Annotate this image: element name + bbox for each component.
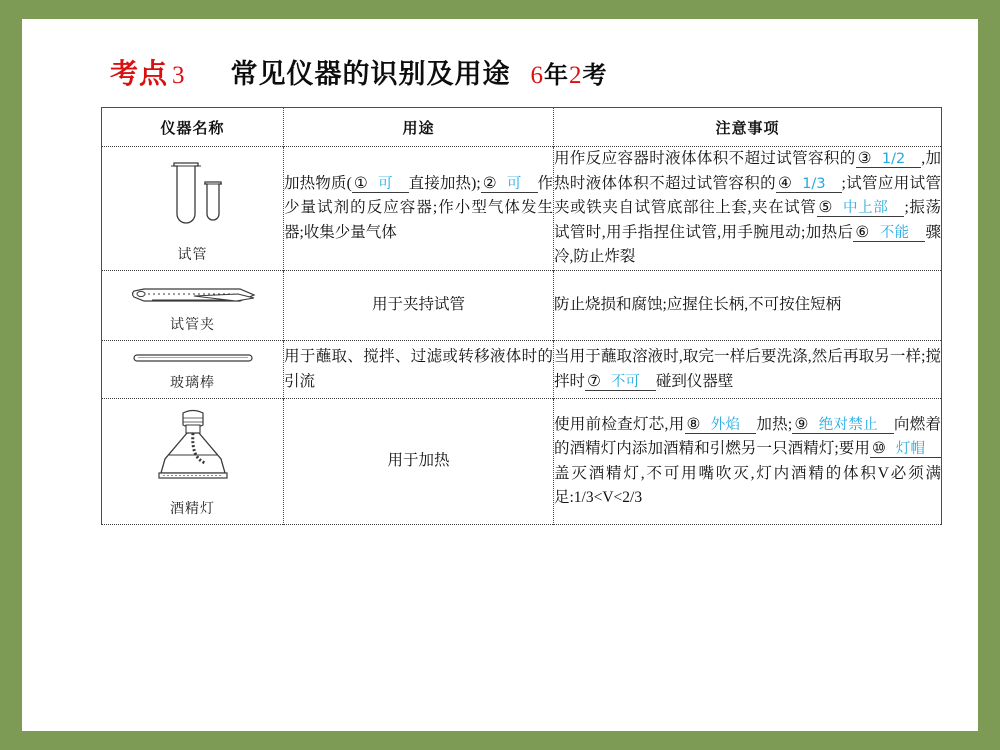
notes-text: 防止烧损和腐蚀;应握住长柄,不可按住短柄: [554, 296, 842, 314]
instrument-cell: [102, 399, 284, 525]
blank-number: ⑨: [794, 415, 809, 433]
instrument-cell: [102, 341, 284, 399]
blank-number: ⑥: [855, 223, 870, 241]
blank-10: [870, 440, 941, 458]
page-title: [110, 52, 608, 92]
usage-text: 用于加热: [387, 452, 450, 470]
usage-text: 用于夹持试管: [371, 296, 465, 314]
blank-number: ⑤: [818, 199, 834, 217]
table-row: [102, 147, 942, 271]
blank-answer: 不能: [879, 224, 910, 241]
table-header-row: [102, 108, 942, 147]
notes-cell: [554, 147, 942, 271]
blank-7: [585, 373, 656, 391]
blank-9: [792, 416, 894, 434]
frequency-count-label: 考: [582, 61, 608, 89]
blank-number: ⑩: [871, 440, 886, 458]
instrument-name: 试管: [177, 247, 208, 263]
usage-cell: [284, 147, 554, 271]
table-row: [102, 341, 942, 399]
blank-6: [853, 224, 925, 242]
blank-answer: 1/2: [881, 151, 906, 168]
notes-text: 使用前检查灯芯,用 ⑧ 外焰 加热; ⑨ 绝对禁止 向燃着的酒精灯内添加酒精和引燃另一只酒精灯;要用 ⑩ 灯帽盖灭酒精灯,不可用嘴吹灭,灯内酒精的体积V必须满足:1/3<V<2/3: [554, 415, 941, 506]
blank-number: ①: [353, 174, 368, 192]
instrument-cell: [102, 147, 284, 271]
table-row: [102, 271, 942, 341]
page-canvas: [22, 19, 978, 731]
test-tube-clamp-icon: [128, 279, 258, 309]
blank-1: [352, 175, 409, 193]
instrument-table-wrapper: [101, 107, 941, 525]
blank-answer: 外焰: [710, 416, 741, 433]
blank-answer: 可: [377, 175, 393, 192]
notes-cell: [554, 399, 942, 525]
blank-answer: 中上部: [843, 200, 889, 217]
usage-text: 用于蘸取、搅拌、过滤或转移液体时的引流: [284, 348, 553, 390]
notes-cell: [554, 271, 942, 341]
usage-cell: [284, 341, 554, 399]
page-title-number: 3: [172, 62, 185, 89]
frequency-years-number: 6: [530, 62, 545, 89]
frequency-years-label: 年: [544, 61, 570, 89]
instrument-figure: [102, 399, 283, 524]
blank-2: [481, 175, 538, 193]
blank-answer: 绝对禁止: [818, 416, 878, 433]
usage-cell: [284, 399, 554, 525]
usage-text: 加热物质( ① 可 直接加热); ② 可 作少量试剂的反应容器;作小型气体发生器;收集少量气体: [284, 174, 554, 241]
instrument-name: 玻璃棒: [170, 375, 215, 391]
usage-cell: [284, 271, 554, 341]
test-tube-icon: [150, 155, 236, 239]
frequency-count-number: 2: [569, 62, 583, 89]
blank-answer: 灯帽: [895, 441, 925, 458]
exam-frequency-badge: [531, 55, 608, 90]
alcohol-lamp-icon: [145, 407, 241, 493]
blank-8: [685, 416, 757, 434]
blank-answer: 1/3: [802, 175, 826, 192]
instrument-figure: [102, 271, 283, 340]
instrument-name: 试管夹: [170, 317, 215, 333]
blank-answer: 可: [506, 175, 522, 192]
instrument-figure: [102, 147, 283, 270]
blank-number: ④: [777, 174, 793, 192]
col-header-usage: 用途: [284, 108, 554, 147]
blank-5: [817, 199, 905, 217]
blank-answer: 不可: [610, 373, 640, 390]
instrument-figure: [102, 341, 283, 398]
glass-rod-icon: [128, 349, 258, 367]
table-row: [102, 399, 942, 525]
blank-number: ③: [857, 150, 872, 168]
notes-text: 当用于蘸取溶液时,取完一样后要洗涤,然后再取另一样;搅拌时 ⑦ 不可 碰到仪器壁: [554, 348, 941, 390]
page-title-heading: 常见仪器的识别及用途: [230, 59, 511, 90]
notes-cell: [554, 341, 942, 399]
col-header-notes: 注意事项: [554, 108, 942, 147]
blank-3: [856, 150, 922, 168]
notes-text: 用作反应容器时液体体积不超过试管容积的 ③ 1/2 ,加热时液体体积不超过试管容积的 ④ 1/3 ;试管应用试管夹或铁夹自试管底部往上套,夹在试管 ⑤ 中上部 ;振荡试管时,用手指捏住试管,用手腕甩动;加热后 ⑥ 不能 骤冷,防止炸裂: [554, 150, 941, 266]
blank-number: ⑦: [587, 372, 601, 390]
blank-4: [776, 175, 842, 193]
instrument-cell: [102, 271, 284, 341]
blank-number: ②: [482, 174, 497, 192]
col-header-instrument: 仪器名称: [160, 118, 225, 137]
instrument-table: [101, 107, 942, 525]
page-title-label: 考点: [110, 57, 169, 90]
instrument-name: 酒精灯: [170, 501, 215, 517]
blank-number: ⑧: [686, 415, 701, 433]
